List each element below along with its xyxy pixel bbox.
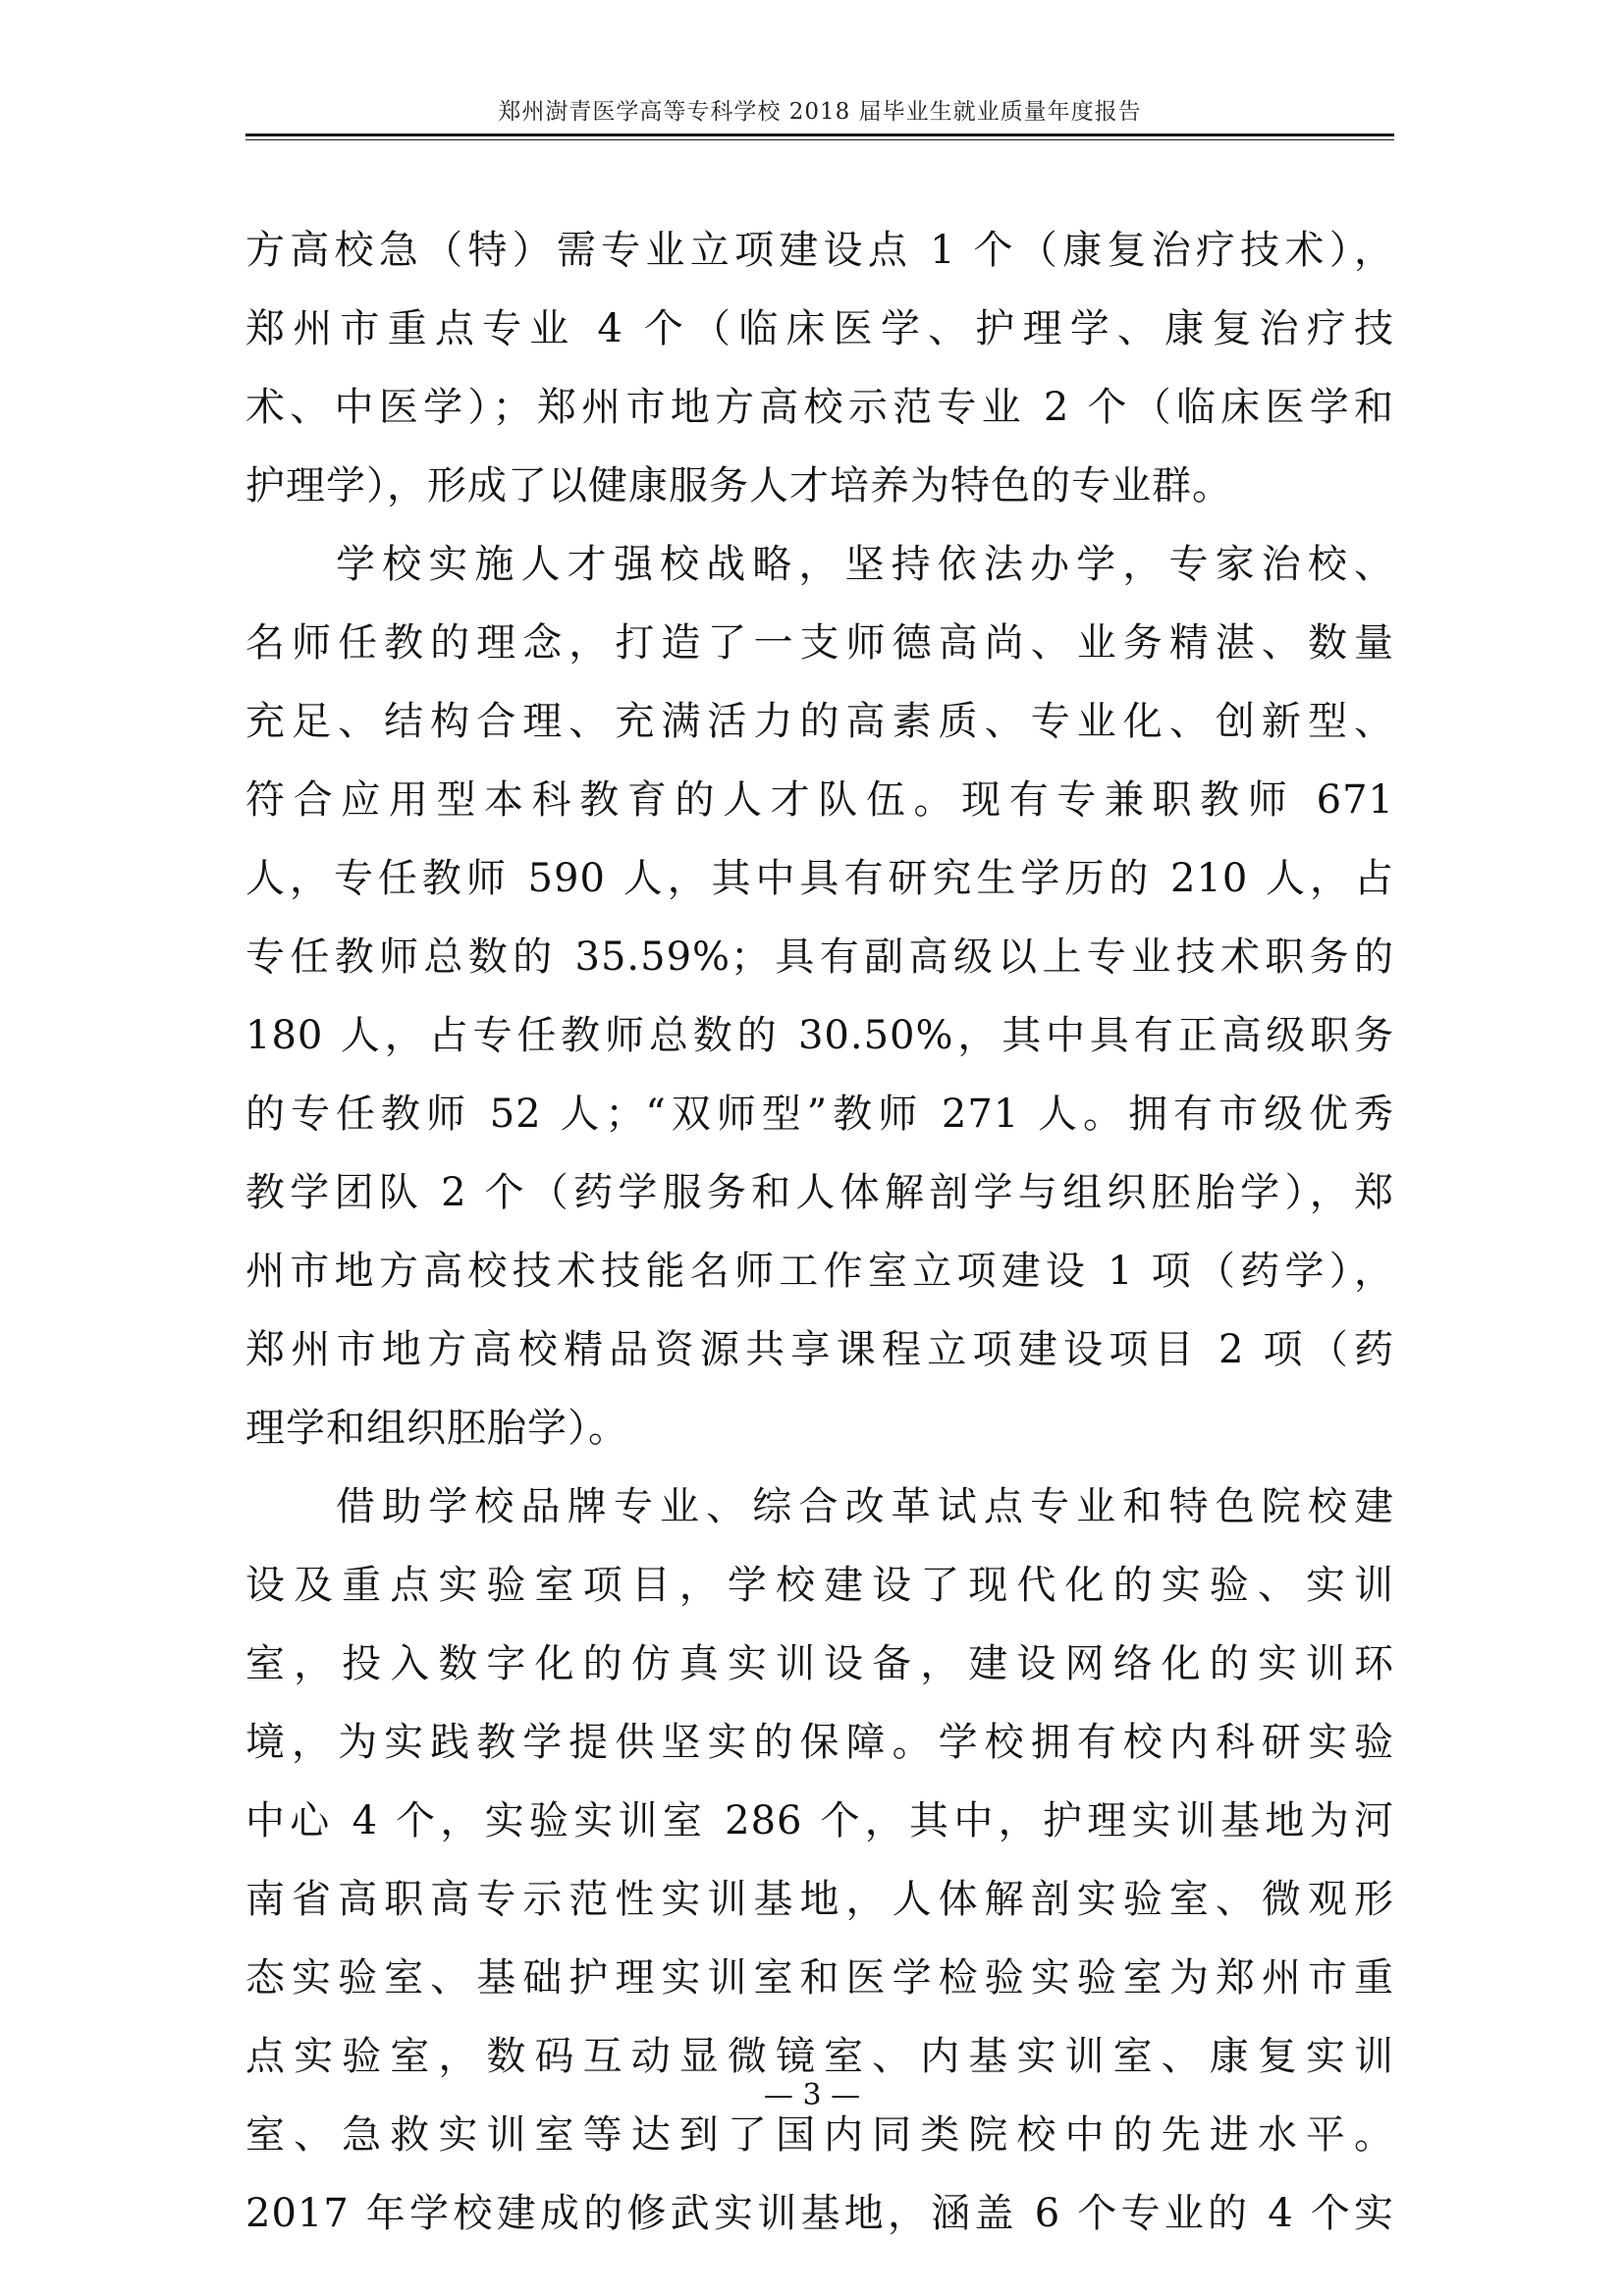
text-line: 护理学），形成了以健康服务人才培养为特色的专业群。: [245, 463, 1232, 508]
text-line: 方高校急（特）需专业立项建设点 1 个（康复治疗技术），: [245, 228, 1394, 273]
running-header: 郑州澍青医学高等专科学校 2018 届毕业生就业质量年度报告: [498, 99, 1142, 125]
text-line: 的专任教师 52 人；“双师型”教师 271 人。拥有市级优秀: [245, 1092, 1394, 1137]
text-line: 室、急救实训室等达到了国内同类院校中的先进水平。: [245, 2112, 1394, 2158]
text-line: 境，为实践教学提供坚实的保障。学校拥有校内科研实验: [245, 1720, 1394, 1765]
body-text: [245, 211, 1394, 2253]
text-line: 人，专任教师 590 人，其中具有研究生学历的 210 人，占: [245, 856, 1394, 901]
header-rule-thin: [245, 139, 1394, 140]
text-line: 点实验室，数码互动显微镜室、内基实训室、康复实训: [245, 2034, 1394, 2079]
text-line: 南省高职高专示范性实训基地，人体解剖实验室、微观形: [245, 1877, 1394, 1922]
text-line: 教学团队 2 个（药学服务和人体解剖学与组织胚胎学），郑: [245, 1170, 1394, 1215]
text-line: 充足、结构合理、充满活力的高素质、专业化、创新型、: [245, 699, 1394, 744]
text-line: 州市地方高校技术技能名师工作室立项建设 1 项（药学），: [245, 1249, 1394, 1294]
text-line: 郑州市地方高校精品资源共享课程立项建设项目 2 项（药: [245, 1327, 1394, 1372]
page-number: — 3 —: [763, 2078, 861, 2112]
text-line: 理学和组织胚胎学）。: [245, 1406, 628, 1451]
text-line: 态实验室、基础护理实训室和医学检验实验室为郑州市重: [245, 1955, 1394, 2001]
text-line: 180 人，占专任教师总数的 30.50%，其中具有正高级职务: [245, 1013, 1394, 1058]
text-line: 术、中医学）；郑州市地方高校示范专业 2 个（临床医学和: [245, 385, 1394, 430]
text-line: 设及重点实验室项目，学校建设了现代化的实验、实训: [245, 1563, 1394, 1608]
text-line: 郑州市重点专业 4 个（临床医学、护理学、康复治疗技: [245, 306, 1394, 351]
text-line: 学校实施人才强校战略，坚持依法办学，专家治校、: [336, 542, 1394, 587]
text-line: 室，投入数字化的仿真实训设备，建设网络化的实训环: [245, 1641, 1394, 1686]
text-line: 名师任教的理念，打造了一支师德高尚、业务精湛、数量: [245, 620, 1394, 666]
text-line: 中心 4 个，实验实训室 286 个，其中，护理实训基地为河: [245, 1798, 1394, 1843]
text-line: 符合应用型本科教育的人才队伍。现有专兼职教师 671: [245, 777, 1394, 823]
header-rule: [245, 133, 1394, 136]
text-line: 2017 年学校建成的修武实训基地，涵盖 6 个专业的 4 个实: [245, 2191, 1394, 2236]
text-line: 借助学校品牌专业、综合改革试点专业和特色院校建: [336, 1484, 1394, 1529]
text-line: 专任教师总数的 35.59%；具有副高级以上专业技术职务的: [245, 934, 1394, 980]
